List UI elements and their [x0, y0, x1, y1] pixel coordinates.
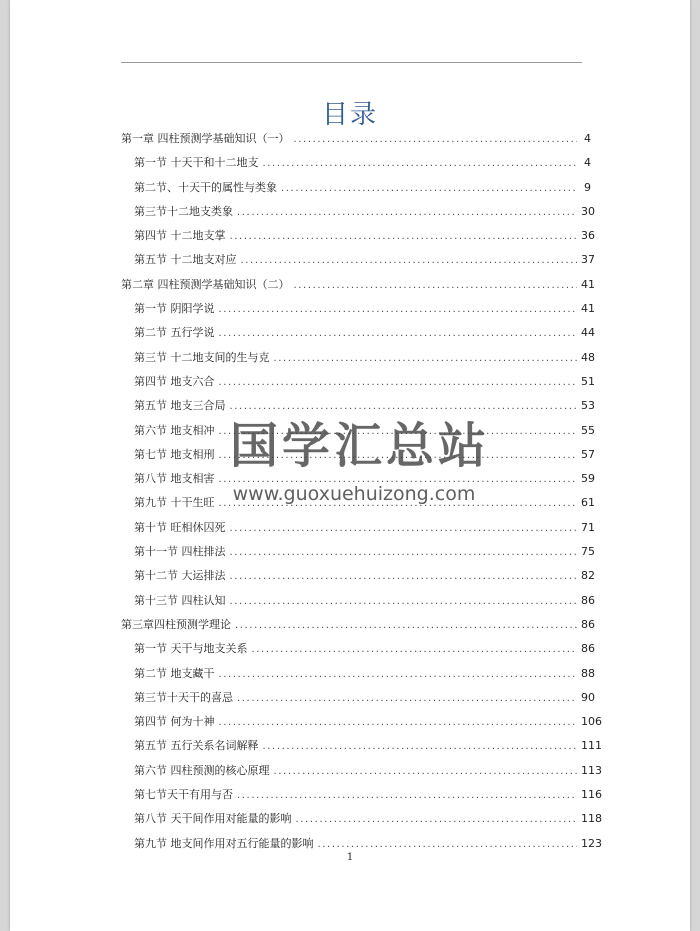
toc-section-entry[interactable] — [121, 443, 595, 467]
toc-dot-leader — [230, 395, 578, 419]
toc-entry-page: 111 — [581, 739, 602, 753]
toc-dot-leader — [230, 541, 578, 565]
toc-section-entry[interactable] — [121, 540, 595, 564]
toc-entry-label: 第七节 地支相刑 — [134, 447, 215, 461]
toc-entry-page: 86 — [581, 593, 595, 607]
toc-entry-page: 116 — [581, 788, 602, 802]
toc-entry-label: 第四节 何为十神 — [134, 715, 215, 729]
toc-title: 目录 — [321, 100, 378, 130]
toc-entry-page: 51 — [581, 374, 595, 388]
toc-dot-leader — [230, 565, 578, 589]
toc-entry-label: 第一节 阴阳学说 — [134, 302, 215, 316]
toc-chapter-entry[interactable] — [121, 127, 591, 151]
toc-dot-leader — [237, 201, 577, 225]
toc-section-entry[interactable] — [121, 419, 595, 443]
toc-entry-page: 59 — [581, 472, 595, 486]
toc-section-entry[interactable] — [121, 662, 595, 686]
toc-entry-label: 第九节 十干生旺 — [134, 496, 215, 510]
toc-entry-page: 90 — [581, 690, 595, 704]
toc-dot-leader — [274, 347, 578, 371]
toc-section-entry[interactable] — [121, 589, 595, 613]
toc-entry-page: 82 — [581, 569, 595, 583]
toc-dot-leader — [230, 590, 578, 614]
toc-chapter-entry[interactable] — [121, 273, 595, 297]
toc-entry-page: 44 — [581, 326, 595, 340]
toc-entry-page: 106 — [581, 715, 602, 729]
toc-section-entry[interactable] — [121, 467, 595, 491]
toc-dot-leader — [263, 152, 578, 176]
toc-entry-page: 55 — [581, 423, 595, 437]
toc-dot-leader — [235, 614, 577, 638]
table-of-contents — [121, 127, 602, 856]
toc-entry-label: 第二章 四柱预测学基础知识（二） — [121, 277, 290, 291]
toc-entry-page: 113 — [581, 763, 602, 777]
toc-entry-label: 第五节 十二地支对应 — [134, 253, 237, 267]
toc-section-entry[interactable] — [121, 783, 602, 807]
toc-entry-page: 53 — [581, 399, 595, 413]
toc-section-entry[interactable] — [121, 516, 595, 540]
toc-section-entry[interactable] — [121, 248, 595, 272]
toc-entry-label: 第十节 旺相休囚死 — [134, 520, 226, 534]
toc-entry-page: 75 — [581, 545, 595, 559]
page-number: 1 — [346, 852, 354, 863]
header-rule — [121, 62, 582, 63]
toc-entry-page: 4 — [584, 156, 591, 170]
watermark-text: 国学汇总站 — [229, 418, 490, 474]
toc-entry-page: 48 — [581, 350, 595, 364]
toc-entry-label: 第六节 地支相冲 — [134, 423, 215, 437]
toc-section-entry[interactable] — [121, 734, 602, 758]
toc-entry-label: 第五节 五行关系名词解释 — [134, 739, 259, 753]
toc-entry-label: 第二节 地支藏干 — [134, 666, 215, 680]
toc-entry-page: 88 — [581, 666, 595, 680]
toc-section-entry[interactable] — [121, 297, 595, 321]
toc-entry-label: 第八节 地支相害 — [134, 472, 215, 486]
toc-dot-leader — [219, 663, 578, 687]
toc-dot-leader — [237, 687, 577, 711]
toc-dot-leader — [219, 468, 578, 492]
toc-section-entry[interactable] — [121, 637, 595, 661]
toc-section-entry[interactable] — [121, 564, 595, 588]
toc-dot-leader — [237, 784, 577, 808]
toc-dot-leader — [219, 298, 578, 322]
toc-dot-leader — [241, 249, 578, 273]
toc-entry-label: 第九节 地支间作用对五行能量的影响 — [134, 836, 314, 850]
toc-dot-leader — [219, 420, 578, 444]
toc-dot-leader — [219, 322, 578, 346]
toc-dot-leader — [296, 808, 578, 832]
toc-dot-leader — [263, 735, 578, 759]
toc-section-entry[interactable] — [121, 491, 595, 515]
toc-entry-page: 118 — [581, 812, 602, 826]
toc-dot-leader — [281, 177, 577, 201]
toc-entry-label: 第十一节 四柱排法 — [134, 545, 226, 559]
toc-dot-leader — [230, 225, 578, 249]
toc-section-entry[interactable] — [121, 176, 591, 200]
toc-entry-page: 4 — [584, 132, 591, 145]
toc-section-entry[interactable] — [121, 759, 602, 783]
toc-entry-label: 第一章 四柱预测学基础知识（一） — [121, 132, 290, 145]
toc-entry-page: 61 — [581, 496, 595, 510]
toc-section-entry[interactable] — [121, 710, 602, 734]
toc-dot-leader — [230, 517, 578, 541]
toc-chapter-entry[interactable] — [121, 613, 595, 637]
toc-entry-label: 第六节 四柱预测的核心原理 — [134, 763, 270, 777]
toc-dot-leader — [219, 444, 578, 468]
toc-entry-page: 30 — [581, 204, 595, 218]
toc-dot-leader — [274, 760, 578, 784]
toc-entry-label: 第三章四柱预测学理论 — [121, 617, 231, 631]
toc-entry-label: 第二节、十天干的属性与类象 — [134, 180, 277, 194]
watermark-url: www.guoxuehuizong.com — [232, 483, 476, 505]
toc-dot-leader — [219, 711, 578, 735]
toc-section-entry[interactable] — [121, 151, 591, 175]
toc-section-entry[interactable] — [121, 370, 595, 394]
toc-entry-label: 第三节十二地支类象 — [134, 204, 233, 218]
toc-entry-page: 41 — [581, 302, 595, 316]
toc-section-entry[interactable] — [121, 394, 595, 418]
toc-entry-label: 第七节天干有用与否 — [134, 788, 233, 802]
toc-section-entry[interactable] — [121, 346, 595, 370]
toc-entry-label: 第三节十天干的喜忌 — [134, 690, 233, 704]
toc-entry-label: 第一节 十天干和十二地支 — [134, 156, 259, 170]
toc-dot-leader — [252, 638, 578, 662]
toc-entry-page: 37 — [581, 253, 595, 267]
toc-dot-leader — [294, 128, 578, 152]
toc-entry-label: 第四节 地支六合 — [134, 374, 215, 388]
toc-entry-label: 第一节 天干与地支关系 — [134, 642, 248, 656]
toc-entry-page: 86 — [581, 617, 595, 631]
toc-dot-leader — [294, 274, 578, 298]
toc-section-entry[interactable] — [121, 321, 595, 345]
toc-entry-label: 第十三节 四柱认知 — [134, 593, 226, 607]
toc-entry-page: 86 — [581, 642, 595, 656]
toc-entry-page: 123 — [581, 836, 602, 850]
toc-section-entry[interactable] — [121, 200, 595, 224]
toc-entry-label: 第四节 十二地支掌 — [134, 229, 226, 243]
toc-entry-label: 第八节 天干间作用对能量的影响 — [134, 812, 292, 826]
toc-entry-page: 57 — [581, 447, 595, 461]
toc-entry-label: 第十二节 大运排法 — [134, 569, 226, 583]
toc-entry-page: 36 — [581, 229, 595, 243]
toc-section-entry[interactable] — [121, 686, 595, 710]
toc-entry-page: 9 — [584, 180, 591, 194]
document-page — [10, 0, 690, 931]
toc-entry-label: 第二节 五行学说 — [134, 326, 215, 340]
toc-entry-label: 第五节 地支三合局 — [134, 399, 226, 413]
toc-entry-page: 41 — [581, 277, 595, 291]
toc-section-entry[interactable] — [121, 224, 595, 248]
toc-dot-leader — [219, 371, 578, 395]
toc-dot-leader — [219, 492, 578, 516]
toc-entry-page: 71 — [581, 520, 595, 534]
toc-section-entry[interactable] — [121, 807, 602, 831]
toc-entry-label: 第三节 十二地支间的生与克 — [134, 350, 270, 364]
